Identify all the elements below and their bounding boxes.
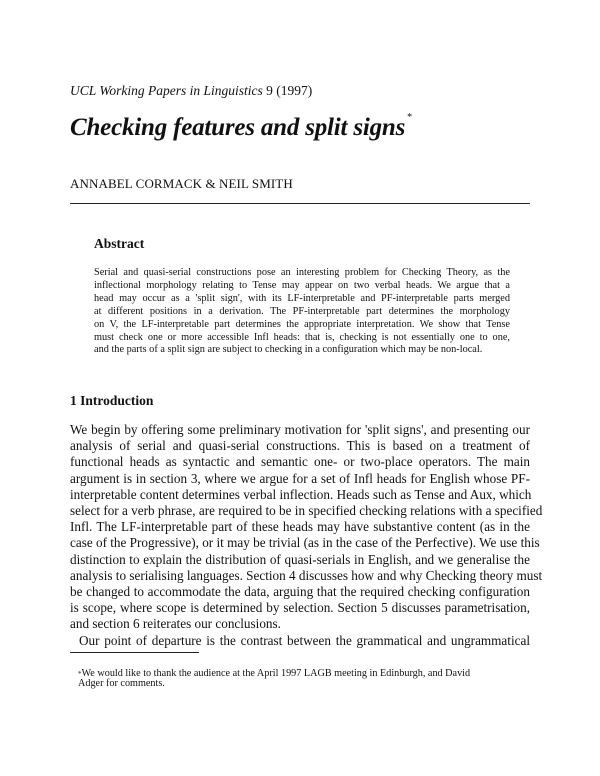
body-line: be changed to accommodate the data, arguing that the required checking configuration [70, 584, 530, 600]
abstract-line: and the parts of a split sign are subject to checking in a configuration which may be non-local. [94, 344, 483, 356]
body-line: Infl. The LF-interpretable part of these heads may have substantive content (as in the [70, 519, 530, 535]
body-line: Our point of departure is the contrast between the grammatical and ungrammatical [79, 632, 530, 648]
body-line: and section 6 reiterates our conclusions. [70, 616, 281, 632]
body-line: argument is in section 3, where we argue for a set of Infl heads for English whose PF- [70, 470, 530, 486]
abstract-line: must check one or more accessible Infl heads: that is, checking is not essentially one to one, [94, 331, 510, 343]
body-line: distinction to explain the distribution of quasi-serials in English, and we generalise the [70, 551, 530, 567]
footnote [78, 669, 530, 689]
footnote-line: Adger for comments. [78, 678, 165, 689]
abstract-line: head may occur as a 'split sign', with its LF-interpretable and PF-interpretable parts merged [94, 292, 510, 304]
paper-title [70, 114, 412, 142]
journal-volume: 9 (1997) [266, 83, 313, 98]
paper-title-text: Checking features and split signs [70, 114, 406, 141]
journal-name: UCL Working Papers in Linguistics [70, 83, 263, 98]
abstract-line: inflectional morphology relating to Tense may appear on two verbal heads. We argue that a [94, 279, 510, 291]
body-line: We begin by offering some preliminary motivation for 'split signs', and presenting our [70, 422, 530, 437]
footnote-text: We would like to thank the audience at the April 1997 LAGB meeting in Edinburgh, and David [81, 668, 471, 679]
body-line: interpretable content determines verbal inflection. Heads such as Tense and Aux, which [70, 486, 532, 502]
body-line: select for a verb phrase, are required to be in specified checking relations with a specified [70, 503, 543, 519]
body-line: is scope, where scope is determined by selection. Section 5 discusses parametrisation, [70, 600, 530, 616]
journal-citation [70, 83, 312, 99]
abstract-line: at different positions in a derivation. The PF-interpretable part determines the morphology [94, 305, 510, 317]
body-line: analysis to serialising languages. Section 4 discusses how and why Checking theory must [70, 567, 543, 583]
abstract-body [94, 267, 510, 357]
footnote-marker: * [78, 670, 82, 678]
title-divider [70, 203, 530, 204]
intro-body [70, 422, 543, 649]
footnote-divider [70, 652, 199, 653]
abstract-heading: Abstract [94, 236, 145, 251]
author-list: ANNABEL CORMACK & NEIL SMITH [70, 176, 293, 191]
abstract-line: on V, the LF-interpretable part determines the appropriate interpretation. We show that Tense [94, 318, 510, 330]
title-footnote-marker[interactable]: * [407, 112, 412, 123]
section-heading: 1 Introduction [70, 393, 154, 408]
body-line: functional heads as syntactic and semantic one- or two-place operators. The main [70, 454, 530, 470]
abstract-line: Serial and quasi-serial constructions pose an interesting problem for Checking Theory, as the [94, 267, 510, 278]
body-line: case of the Progressive), or it may be trivial (as in the case of the Perfective). We use this [70, 535, 540, 551]
body-line: analysis of serial and quasi-serial constructions. This is based on a treatment of [70, 438, 530, 454]
